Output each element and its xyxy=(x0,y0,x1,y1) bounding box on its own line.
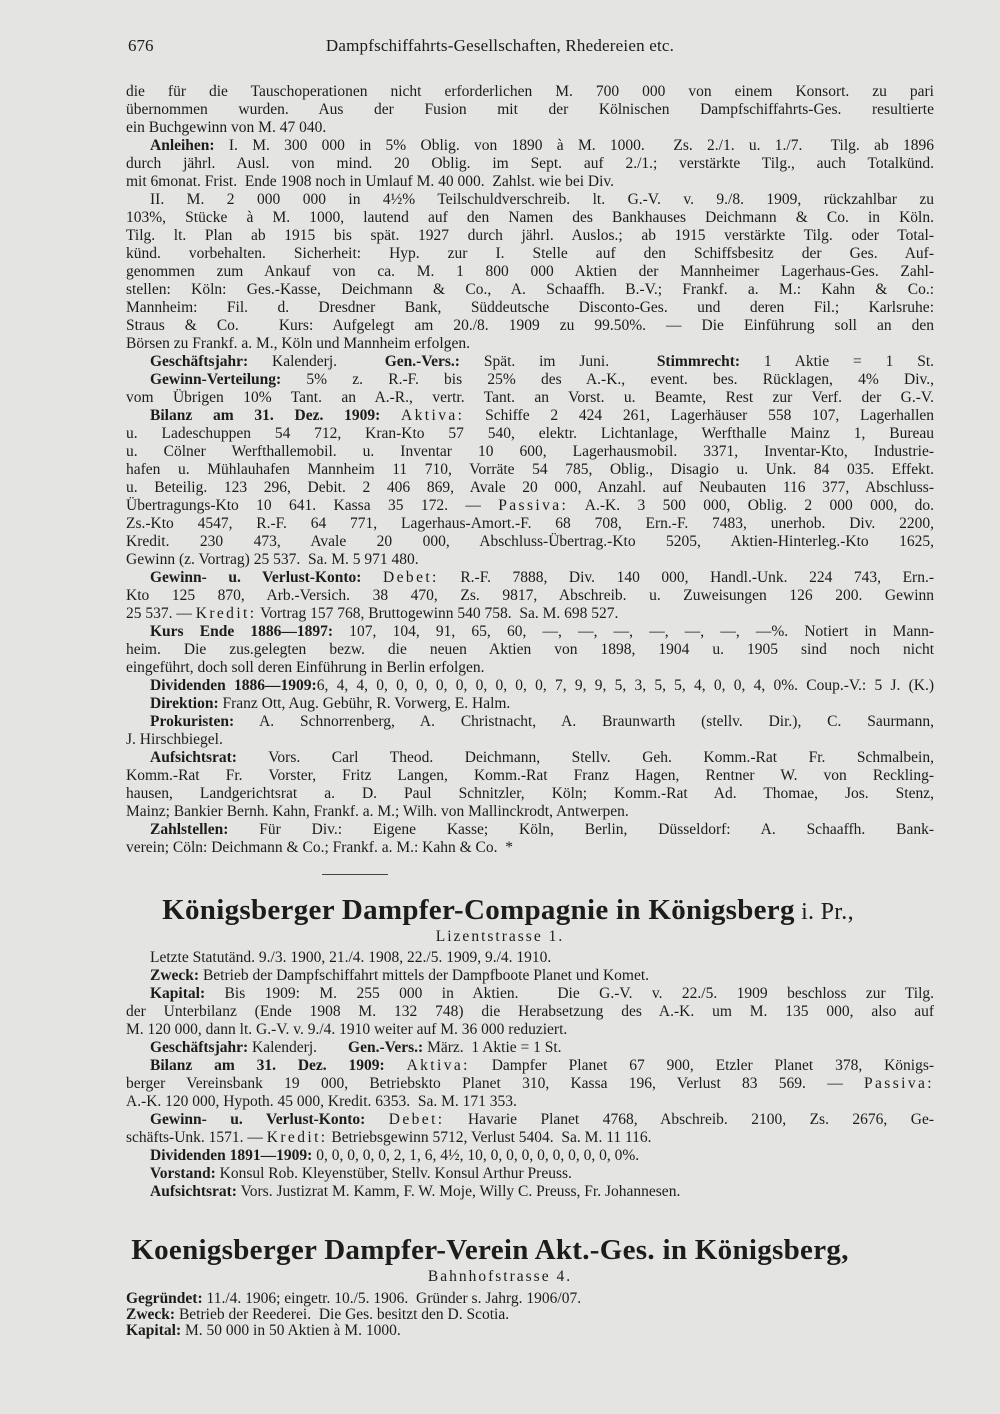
field-text: Betrieb der Dampfschiffahrt mittels der Dampfboote Planet und Komet. xyxy=(199,967,650,984)
text-line xyxy=(126,461,934,479)
text-line xyxy=(126,1003,934,1021)
field-text: Börsen zu Frankf. a. M., Köln und Mannheim erfolgen. xyxy=(126,335,470,352)
text-line xyxy=(126,119,934,137)
text-line xyxy=(126,767,934,785)
field-label: Zweck: xyxy=(126,1306,176,1323)
text-line xyxy=(126,749,934,767)
field-text: mit 6monat. Frist. Ende 1908 noch in Umlauf M. 40 000. Zahlst. wie bei Div. xyxy=(126,173,615,190)
field-text: 11./4. 1906; eingetr. 10./5. 1906. Gründer s. Jahrg. 1906/07. xyxy=(202,1290,582,1307)
text-line xyxy=(126,587,934,605)
text-line xyxy=(126,101,934,119)
field-text: 5% z. R.-F. bis 25% des A.-K., event. bes. Rücklagen, 4% Div., xyxy=(281,371,934,388)
field-label: Dividenden 1891—1909: xyxy=(150,1147,313,1164)
field-text: Komm.-Rat Fr. Vorster, Fritz Langen, Komm.-Rat Franz Hagen, Rentner W. von Reckling- xyxy=(126,767,934,784)
field-label: Direktion: xyxy=(150,695,219,712)
company-heading xyxy=(8,894,1000,927)
text-line xyxy=(126,803,934,821)
field-text: verein; Cöln: Deichmann & Co.; Frankf. a. M.: Kahn & Co. * xyxy=(126,839,514,856)
company-name: Königsberger Dampfer-Compagnie in Königsberg xyxy=(162,894,795,926)
text-line xyxy=(126,407,934,425)
field-text: u. Ladeschuppen 54 712, Kran-Kto 57 540, elektr. Lichtanlage, Werfthalle Mainz 1, Bureau xyxy=(126,425,934,442)
text-line xyxy=(126,191,934,209)
text-line xyxy=(126,1111,934,1129)
field-text: 107, 104, 91, 65, 60, —, —, —, —, —, —, —%. Notiert in Mann- xyxy=(333,623,934,640)
field-text: Schiffe 2 424 261, Lagerhäuser 558 107, Lagerhallen xyxy=(464,407,935,424)
text-line xyxy=(126,317,934,335)
text-line xyxy=(126,713,934,731)
field-text: I. M. 300 000 in 5% Oblig. von 1890 à M. 1000. Zs. 2./1. u. 1./7. Tilg. ab 1896 xyxy=(214,137,934,154)
field-text: die für die Tauschoperationen nicht erforderlichen M. 700 000 von einem Konsort. zu pari xyxy=(126,83,934,100)
field-text: A. Schnorrenberg, A. Christnacht, A. Braunwarth (stellv. Dir.), C. Saurmann, xyxy=(234,713,934,730)
text-line xyxy=(126,209,934,227)
text-line xyxy=(126,1093,934,1111)
field-text: heim. Die zus.gelegten bezw. die neuen Aktien von 1898, 1904 u. 1905 sind noch nicht xyxy=(126,641,934,658)
field-text: u. Cölner Werfthallemobil. u. Inventar 10 600, Lagerhausmobil. 3371, Inventar-Kto, Industrie- xyxy=(126,443,934,460)
text-line xyxy=(126,1165,934,1183)
field-text: hafen u. Mühlauhafen Mannheim 11 710, Vorräte 54 785, Oblig., Disagio u. Unk. 84 035. Effekt. xyxy=(126,461,934,478)
spaced-label: Debet: xyxy=(383,569,439,586)
field-text: Konsul Rob. Kleyenstüber, Stellv. Konsul Arthur Preuss. xyxy=(215,1165,572,1182)
field-text: Kredit. 230 473, Avale 20 000, Abschluss-Übertrag.-Kto 5205, Aktien-Hinterleg.-Kto 1625, xyxy=(126,533,934,550)
field-text: Betrieb der Reederei. Die Ges. besitzt den D. Scotia. xyxy=(175,1306,510,1323)
field-label: Gewinn-Verteilung: xyxy=(150,371,282,388)
company-address: Lizentstrasse 1. xyxy=(435,928,565,945)
text-line xyxy=(126,1147,934,1165)
field-text: Kalenderj. xyxy=(248,1039,349,1056)
field-text: 1 Aktie = 1 St. xyxy=(740,353,935,370)
text-line xyxy=(126,1307,934,1323)
text-line xyxy=(126,695,934,713)
field-text xyxy=(385,1057,407,1074)
field-label: Gen.-Vers.: xyxy=(384,353,460,370)
text-line xyxy=(126,659,934,677)
text-line xyxy=(126,1039,934,1057)
field-text: 103%, Stücke à M. 1000, lautend auf den Namen des Bankhauses Deichmann & Co. in Köln. xyxy=(126,209,934,226)
text-line xyxy=(126,1075,934,1093)
company-heading xyxy=(0,1234,990,1267)
spaced-label: Kredit: xyxy=(266,1129,328,1146)
field-label: Bilanz am 31. Dez. 1909: xyxy=(150,1057,385,1074)
text-line xyxy=(126,299,934,317)
text-line xyxy=(126,83,934,101)
section-divider xyxy=(322,874,388,875)
field-text: A.-K. 3 500 000, Oblig. 2 000 000, do. xyxy=(568,497,934,514)
text-line xyxy=(126,497,934,515)
text-line xyxy=(126,949,934,967)
text-line xyxy=(126,389,934,407)
text-line xyxy=(126,967,934,985)
field-label: Kapital: xyxy=(150,985,206,1002)
text-line xyxy=(126,641,934,659)
running-title: Dampfschiffahrts-Gesellschaften, Rhedereien etc. xyxy=(325,36,675,55)
field-text: Vortrag 157 768, Bruttogewinn 540 758. Sa. M. 698 527. xyxy=(256,605,619,622)
field-text: übernommen wurden. Aus der Fusion mit der Kölnischen Dampfschiffahrts-Ges. resultierte xyxy=(126,101,934,118)
text-line xyxy=(126,1021,934,1039)
field-text: Betriebsgewinn 5712, Verlust 5404. Sa. M. 11 116. xyxy=(327,1129,652,1146)
field-text: M. 120 000, dann lt. G.-V. v. 9./4. 1910 weiter auf M. 36 000 reduziert. xyxy=(126,1021,568,1038)
text-line xyxy=(126,281,934,299)
field-text: Vors. Carl Theod. Deichmann, Stellv. Geh. Komm.-Rat Fr. Schmalbein, xyxy=(236,749,934,766)
field-text: Franz Ott, Aug. Gebühr, R. Vorwerg, E. Halm. xyxy=(218,695,511,712)
text-line xyxy=(126,245,934,263)
field-text: A.-K. 120 000, Hypoth. 45 000, Kredit. 6353. Sa. M. 171 353. xyxy=(126,1093,517,1110)
text-line xyxy=(126,785,934,803)
field-text: hausen, Landgerichtsrat a. D. Paul Schnitzler, Köln; Komm.-Rat Ad. Thomae, Jos. Stenz, xyxy=(126,785,934,802)
text-line xyxy=(126,335,934,353)
text-line xyxy=(126,1323,934,1339)
field-text: Letzte Statutänd. 9./3. 1900, 21./4. 1908, 22./5. 1909, 9./4. 1910. xyxy=(150,949,552,966)
field-text: eingeführt, doch soll deren Einführung in Berlin erfolgen. xyxy=(126,659,485,676)
field-text: Mannheim: Fil. d. Dresdner Bank, Süddeutsche Disconto-Ges. und deren Fil.; Karlsruhe: xyxy=(126,299,934,316)
field-label: Kapital: xyxy=(126,1322,182,1339)
field-text: J. Hirschbiegel. xyxy=(126,731,223,748)
text-line xyxy=(126,443,934,461)
field-label: Aufsichtsrat: xyxy=(150,1183,237,1200)
text-line xyxy=(126,515,934,533)
text-line xyxy=(126,985,934,1003)
field-text: genommen zum Ankauf von ca. M. 1 800 000 Aktien der Mannheimer Lagerhaus-Ges. Zahl- xyxy=(126,263,934,280)
field-text: 25 537. — xyxy=(126,605,196,622)
field-text: Tilg. lt. Plan ab 1915 bis spät. 1927 durch jährl. Auslos.; ab 1915 verstärkte Tilg. oder Total- xyxy=(126,227,934,244)
spaced-label: Aktiva: xyxy=(406,1057,470,1074)
field-text: Havarie Planet 4768, Abschreib. 2100, Zs. 2676, Ge- xyxy=(444,1111,934,1128)
company-location-suffix: i. Pr., xyxy=(794,899,854,925)
field-text: künd. vorbehalten. Sicherheit: Hyp. zur I. Stelle auf den Schiffsbesitz der Ges. Auf- xyxy=(126,245,934,262)
text-line xyxy=(126,533,934,551)
text-line xyxy=(126,839,934,857)
field-text: ein Buchgewinn von M. 47 040. xyxy=(126,119,327,136)
company-entry-continued xyxy=(126,83,934,857)
field-text: berger Vereinsbank 19 000, Betriebskto Planet 310, Kassa 196, Verlust 83 569. — xyxy=(126,1075,864,1092)
text-line xyxy=(126,551,934,569)
company-name: Koenigsberger Dampfer-Verein Akt.-Ges. in Königsberg, xyxy=(131,1234,849,1266)
field-text: Kalenderj. xyxy=(248,353,385,370)
field-label: Dividenden 1886—1909: xyxy=(150,677,317,694)
field-text: Gewinn (z. Vortrag) 25 537. Sa. M. 5 971 480. xyxy=(126,551,419,568)
company-address: Bahnhofstrasse 4. xyxy=(427,1268,573,1285)
field-text: vom Übrigen 10% Tant. an A.-R., vertr. Tant. an Vorst. u. Beamte, Rest zur Verf. der G.-V. xyxy=(126,389,934,406)
text-line xyxy=(126,155,934,173)
text-line xyxy=(126,371,934,389)
field-text: Übertragungs-Kto 10 641. Kassa 35 172. — xyxy=(126,497,499,514)
field-label: Gen.-Vers.: xyxy=(348,1039,424,1056)
field-text: 0, 0, 0, 0, 0, 2, 1, 6, 4½, 10, 0, 0, 0, 0, 0, 0, 0, 0, 0%. xyxy=(312,1147,640,1164)
field-text: II. M. 2 000 000 in 4½% Teilschuldverschreib. lt. G.-V. v. 9./8. 1909, rückzahlbar zu xyxy=(150,191,934,208)
field-text: Vors. Justizrat M. Kamm, F. W. Moje, Willy C. Preuss, Fr. Johannesen. xyxy=(236,1183,681,1200)
field-label: Vorstand: xyxy=(150,1165,216,1182)
field-label: Gegründet: xyxy=(126,1290,203,1307)
text-line xyxy=(126,605,934,623)
field-label: Zweck: xyxy=(150,967,200,984)
field-label: Prokuristen: xyxy=(150,713,235,730)
text-line xyxy=(126,173,934,191)
field-text: Dampfer Planet 67 900, Etzler Planet 378, Königs- xyxy=(469,1057,935,1074)
field-label: Kurs Ende 1886—1897: xyxy=(150,623,334,640)
field-text: durch jährl. Ausl. von mind. 20 Oblig. im Sept. auf 2./1.; verstärkte Tilg., auch Totalkünd. xyxy=(126,155,934,172)
spaced-label: Aktiva: xyxy=(401,407,465,424)
page-number: 676 xyxy=(128,36,154,55)
text-line xyxy=(126,569,934,587)
field-text: M. 50 000 in 50 Aktien à M. 1000. xyxy=(181,1322,401,1339)
text-line xyxy=(126,1291,934,1307)
text-line xyxy=(126,623,934,641)
field-text xyxy=(365,1111,388,1128)
field-label: Gewinn- u. Verlust-Konto: xyxy=(150,1111,366,1128)
field-label: Stimmrecht: xyxy=(656,353,741,370)
field-text xyxy=(361,569,383,586)
spaced-label: Debet: xyxy=(388,1111,445,1128)
company-entry-body xyxy=(126,949,934,1201)
field-text: Bis 1909: M. 255 000 in Aktien. Die G.-V. v. 22./5. 1909 beschloss zur Tilg. xyxy=(205,985,934,1002)
field-text: R.-F. 7888, Div. 140 000, Handl.-Unk. 224 743, Ern.- xyxy=(438,569,935,586)
field-label: Geschäftsjahr: xyxy=(150,1039,249,1056)
text-line xyxy=(126,227,934,245)
field-label: Bilanz am 31. Dez. 1909: xyxy=(150,407,381,424)
text-line xyxy=(126,1129,934,1147)
spaced-label: Kredit: xyxy=(195,605,257,622)
field-text: März. 1 Aktie = 1 St. xyxy=(423,1039,562,1056)
field-text: 6, 4, 4, 0, 0, 0, 0, 0, 0, 0, 0, 0, 7, 9, 9, 5, 3, 5, 5, 4, 0, 0, 4, 0%. Coup.-V.: 5 J. (K.) xyxy=(316,677,934,694)
field-label: Gewinn- u. Verlust-Konto: xyxy=(150,569,362,586)
field-text: Straus & Co. Kurs: Aufgelegt am 20./8. 1909 zu 99.50%. — Die Einführung soll an den xyxy=(126,317,934,334)
field-label: Geschäftsjahr: xyxy=(150,353,249,370)
field-text: Mainz; Bankier Bernh. Kahn, Frankf. a. M.; Wilh. von Mallinckrodt, Antwerpen. xyxy=(126,803,629,820)
text-line xyxy=(126,731,934,749)
field-text xyxy=(380,407,401,424)
text-line xyxy=(126,263,934,281)
field-text: Zs.-Kto 4547, R.-F. 64 771, Lagerhaus-Amort.-F. 68 708, Ern.-F. 7483, unerhob. Div. 2200, xyxy=(126,515,934,532)
field-label: Zahlstellen: xyxy=(150,821,229,838)
field-text: schäfts-Unk. 1571. — xyxy=(126,1129,267,1146)
field-text: Kto 125 870, Arb.-Versich. 38 470, Zs. 9817, Abschreib. u. Zuweisungen 126 200. Gewinn xyxy=(126,587,934,604)
text-line xyxy=(126,137,934,155)
text-line xyxy=(126,821,934,839)
field-text: der Unterbilanz (Ende 1908 M. 132 748) die Herabsetzung des A.-K. um M. 135 000, also auf xyxy=(126,1003,934,1020)
field-text: u. Beteilig. 123 296, Debit. 2 406 869, Avale 20 000, Anzahl. auf Neubauten 116 377, Abschluss- xyxy=(126,479,934,496)
spaced-label: Passiva: xyxy=(863,1075,934,1092)
field-text: Spät. im Juni. xyxy=(459,353,657,370)
field-label: Aufsichtsrat: xyxy=(150,749,237,766)
text-line xyxy=(126,1183,934,1201)
company-entry-body xyxy=(126,1291,934,1339)
text-line xyxy=(126,479,934,497)
text-line xyxy=(126,677,934,695)
spaced-label: Passiva: xyxy=(498,497,569,514)
text-line xyxy=(126,1057,934,1075)
field-text: stellen: Köln: Ges.-Kasse, Deichmann & Co., A. Schaaffh. B.-V.; Frankf. a. M.: Kahn & Co.: xyxy=(126,281,934,298)
field-label: Anleihen: xyxy=(150,137,215,154)
text-line xyxy=(126,353,934,371)
field-text: Für Div.: Eigene Kasse; Köln, Berlin, Düsseldorf: A. Schaaffh. Bank- xyxy=(228,821,934,838)
text-line xyxy=(126,425,934,443)
